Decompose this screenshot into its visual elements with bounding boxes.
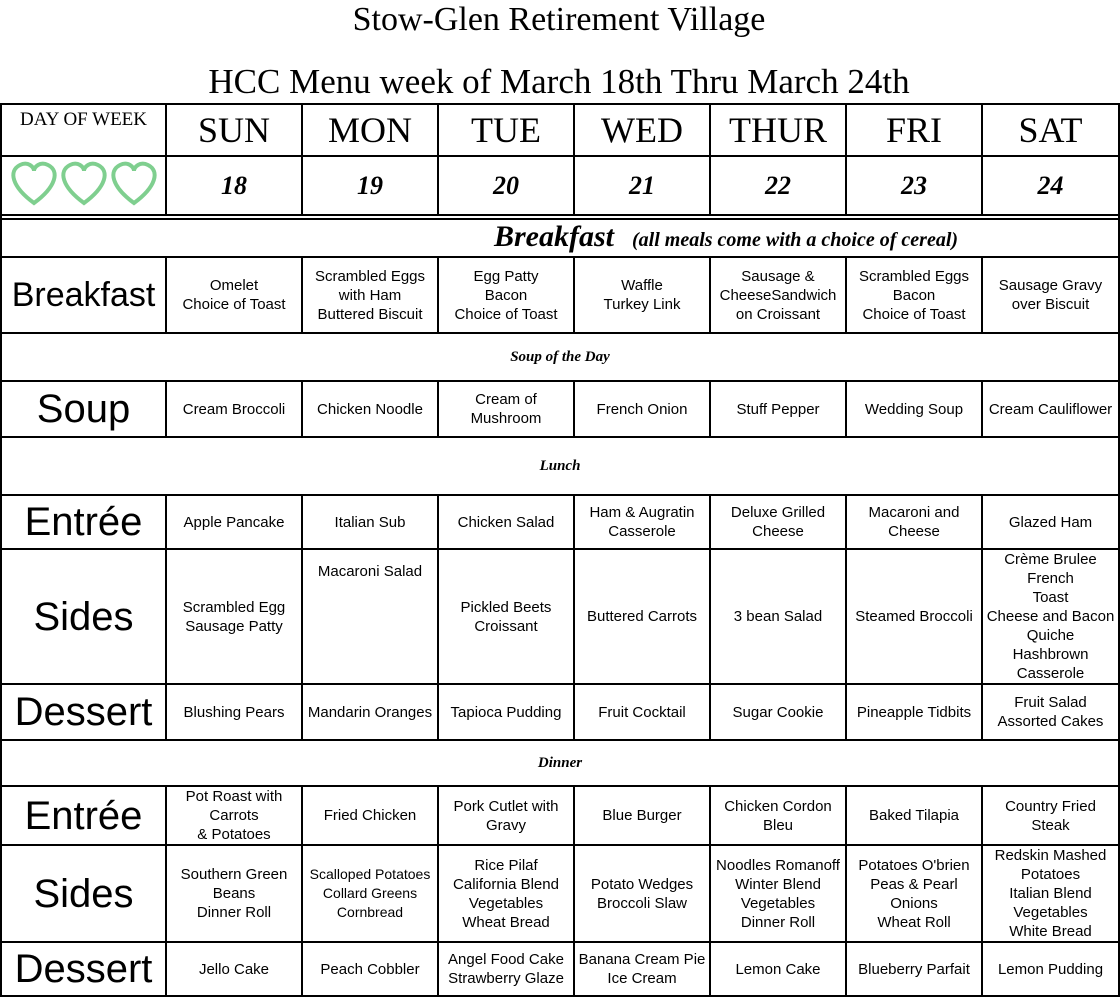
menu-line: Chicken Salad <box>457 513 555 531</box>
menu-cell-mon <box>302 257 438 333</box>
menu-line: Potatoes <box>1020 866 1081 883</box>
menu-line: 3 bean Salad <box>733 608 823 625</box>
menu-cell-sun <box>166 257 302 333</box>
menu-cell-mon <box>302 549 438 684</box>
menu-title: HCC Menu week of March 18th Thru March 24th <box>208 62 910 101</box>
menu-line: Macaroni Salad <box>317 563 423 580</box>
menu-line: Glazed Ham <box>1008 513 1093 531</box>
menu-line: CheeseSandwich <box>719 286 837 304</box>
menu-cell-thur: Stuff Pepper <box>710 381 846 437</box>
menu-line: Buttered Biscuit <box>317 305 423 323</box>
menu-line: Choice of Toast <box>454 305 558 323</box>
breakfast-row <box>1 257 1119 333</box>
menu-line: Cheese <box>888 523 940 540</box>
menu-cell-fri <box>846 257 982 333</box>
menu-line: Casserole <box>608 523 676 540</box>
menu-cell-tue <box>438 786 574 845</box>
section-title: Dinner <box>537 754 583 771</box>
menu-line: Pickled Beets <box>460 598 552 616</box>
row-label-sides: Sides <box>1 845 166 942</box>
section-title: Breakfast <box>494 219 614 253</box>
menu-cell-sun <box>166 549 302 684</box>
menu-cell-mon <box>302 495 438 549</box>
menu-line: Sugar Cookie <box>732 703 824 721</box>
menu-cell-tue: Cream of Mushroom <box>438 381 574 437</box>
menu-line: Mandarin Oranges <box>307 703 433 721</box>
day-name-mon: MON <box>302 104 438 156</box>
day-name-sat: SAT <box>982 104 1119 156</box>
day-name-fri: FRI <box>846 104 982 156</box>
menu-line: Sausage & <box>741 267 815 285</box>
menu-line: Waffle <box>621 277 663 294</box>
menu-cell-thur <box>710 684 846 740</box>
menu-line: Blushing Pears <box>183 703 285 721</box>
menu-cell-fri <box>846 684 982 740</box>
row-label-sides: Sides <box>1 549 166 684</box>
menu-line: over Biscuit <box>1011 296 1090 313</box>
menu-cell-tue <box>438 684 574 740</box>
menu-cell-tue <box>438 549 574 684</box>
date-21: 21 <box>574 156 710 215</box>
menu-line: Cheese and Bacon Quiche <box>986 608 1115 644</box>
menu-cell-fri: Wedding Soup <box>846 381 982 437</box>
menu-line: Dinner Roll <box>740 913 816 931</box>
menu-line: Blue Burger <box>602 807 682 824</box>
menu-line: Sausage Patty <box>185 617 283 635</box>
section-header-lunch <box>1 437 1119 495</box>
logo-cell <box>1 156 166 215</box>
menu-line: Strawberry Glaze <box>448 970 564 987</box>
menu-line: Steamed Broccoli <box>855 608 973 625</box>
day-name-wed: WED <box>574 104 710 156</box>
menu-line: Cheese <box>752 523 804 540</box>
date-20: 20 <box>438 156 574 215</box>
day-of-week-label: DAY OF WEEK <box>19 109 148 130</box>
menu-line: Bleu <box>762 816 794 834</box>
menu-line: Macaroni and <box>868 504 960 521</box>
menu-cell-wed <box>574 549 710 684</box>
day-name-tue: TUE <box>438 104 574 156</box>
row-label-entree: Entrée <box>1 495 166 549</box>
menu-line: Ice Cream <box>607 970 677 987</box>
menu-cell-mon <box>302 786 438 845</box>
menu-line: Wheat Bread <box>462 913 550 931</box>
date-22: 22 <box>710 156 846 215</box>
menu-line: Cornbread <box>336 904 404 920</box>
menu-line: Pineapple Tidbits <box>856 703 972 721</box>
menu-line: Fruit Cocktail <box>598 703 686 721</box>
date-row <box>1 156 1119 215</box>
menu-cell-sun <box>166 786 302 845</box>
menu-line: Scrambled Eggs <box>858 267 970 285</box>
menu-line: Choice of Toast <box>862 305 966 323</box>
menu-line: White Bread <box>1009 923 1092 940</box>
menu-line: California Blend <box>453 875 559 893</box>
menu-line: Lemon Cake <box>735 960 821 978</box>
row-label-dessert: Dessert <box>1 684 166 740</box>
menu-cell-tue <box>438 942 574 996</box>
day-of-week-label-cell <box>1 104 166 156</box>
section-header-dinner <box>1 740 1119 786</box>
menu-line: Tapioca Pudding <box>450 703 562 721</box>
menu-cell-sun: Cream Broccoli <box>166 381 302 437</box>
date-19: 19 <box>302 156 438 215</box>
menu-line: Buttered Carrots <box>586 608 698 625</box>
lunch-sides-row <box>1 549 1119 684</box>
menu-cell-wed <box>574 257 710 333</box>
menu-cell-sat <box>982 942 1119 996</box>
menu-line: Italian Blend <box>1009 885 1092 902</box>
menu-line: Baked Tilapia <box>868 807 960 824</box>
menu-cell-sun <box>166 942 302 996</box>
menu-line: Potatoes O'brien <box>858 856 970 874</box>
menu-cell-wed: French Onion <box>574 381 710 437</box>
menu-line: Vegetables <box>1013 904 1088 921</box>
menu-line: Italian Sub <box>334 513 406 531</box>
menu-line: Scalloped Potatoes <box>309 866 431 882</box>
menu-line: Chicken Cordon <box>724 797 832 815</box>
menu-cell-fri <box>846 549 982 684</box>
menu-line: Noodles Romanoff <box>716 856 840 874</box>
menu-line: Fried Chicken <box>323 807 417 824</box>
section-title: Lunch <box>539 457 581 474</box>
menu-cell-tue <box>438 257 574 333</box>
menu-cell-thur <box>710 495 846 549</box>
menu-line: Beans <box>212 885 256 902</box>
menu-line: Scrambled Eggs <box>314 267 426 285</box>
menu-line: Blueberry Parfait <box>858 960 970 978</box>
section-breakfast <box>1 219 1119 257</box>
menu-cell-sat <box>982 549 1119 684</box>
menu-line: Potato Wedges <box>590 875 694 893</box>
row-label-entree: Entrée <box>1 786 166 845</box>
menu-cell-sat <box>982 786 1119 845</box>
menu-cell-sat: Cream Cauliflower <box>982 381 1119 437</box>
section-dinner <box>1 740 1119 786</box>
three-hearts-icon <box>6 157 162 209</box>
menu-line: Pot Roast with Carrots <box>185 788 283 824</box>
menu-line: Pork Cutlet with <box>453 797 559 815</box>
menu-cell-mon <box>302 845 438 942</box>
soup-row <box>1 381 1119 437</box>
menu-line: Bacon <box>484 286 528 304</box>
menu-line: Country Fried <box>1005 797 1096 815</box>
menu-line: Redskin Mashed <box>994 847 1107 864</box>
menu-cell-mon <box>302 942 438 996</box>
menu-cell-sun <box>166 495 302 549</box>
menu-cell-mon <box>302 684 438 740</box>
dinner-entree-row <box>1 786 1119 845</box>
menu-cell-tue <box>438 845 574 942</box>
menu-line: Crème Brulee French <box>1004 551 1097 587</box>
menu-cell-thur <box>710 942 846 996</box>
menu-cell-tue <box>438 495 574 549</box>
date-23: 23 <box>846 156 982 215</box>
dinner-dessert-row <box>1 942 1119 996</box>
dinner-sides-row <box>1 845 1119 942</box>
menu-line: Jello Cake <box>198 960 270 978</box>
day-row <box>1 104 1119 156</box>
menu-cell-thur <box>710 786 846 845</box>
menu-line: Ham & Augratin <box>589 504 695 521</box>
menu-line: Vegetables <box>468 894 544 912</box>
menu-cell-fri <box>846 786 982 845</box>
menu-cell-wed <box>574 495 710 549</box>
menu-cell-thur <box>710 845 846 942</box>
menu-cell-wed <box>574 684 710 740</box>
day-name-thur: THUR <box>710 104 846 156</box>
menu-line: Bacon <box>892 286 936 304</box>
menu-cell-fri <box>846 495 982 549</box>
menu-line: Steak <box>1031 816 1070 834</box>
menu-cell-fri <box>846 845 982 942</box>
menu-cell-thur <box>710 257 846 333</box>
menu-cell-sat <box>982 495 1119 549</box>
menu-line: Vegetables <box>740 894 816 912</box>
menu-line: Fruit Salad <box>1014 694 1087 711</box>
menu-cell-sat <box>982 845 1119 942</box>
menu-cell-mon: Chicken Noodle <box>302 381 438 437</box>
facility-title: Stow-Glen Retirement Village <box>352 1 766 38</box>
day-name-sun: SUN <box>166 104 302 156</box>
menu-cell-wed <box>574 845 710 942</box>
menu-line: Angel Food Cake <box>448 951 564 968</box>
menu-line: Peach Cobbler <box>320 960 420 978</box>
menu-line: Wheat Roll <box>877 913 951 931</box>
menu-cell-sun <box>166 684 302 740</box>
menu-cell-wed <box>574 786 710 845</box>
breakfast-note: (all meals come with a choice of cereal) <box>632 228 959 251</box>
date-18: 18 <box>166 156 302 215</box>
menu-cell-thur <box>710 549 846 684</box>
row-label-dessert: Dessert <box>1 942 166 996</box>
menu-line: Hashbrown Casserole <box>1012 646 1089 682</box>
date-24: 24 <box>982 156 1119 215</box>
menu-line: Croissant <box>474 617 538 635</box>
menu-line: Apple Pancake <box>183 513 285 531</box>
menu-line: with Ham <box>338 286 402 304</box>
menu-line: on Croissant <box>735 305 821 323</box>
menu-line: Collard Greens <box>322 885 418 901</box>
menu-line: Banana Cream Pie <box>578 951 706 968</box>
menu-line: Broccoli Slaw <box>596 894 688 912</box>
menu-line: Assorted Cakes <box>997 713 1104 730</box>
menu-line: Winter Blend <box>735 875 821 893</box>
menu-line: Scrambled Egg <box>182 598 286 616</box>
lunch-entree-row <box>1 495 1119 549</box>
menu-line: Dinner Roll <box>196 904 272 921</box>
menu-line: & Potatoes <box>197 826 271 843</box>
menu-line: Sausage Gravy <box>998 277 1103 294</box>
menu-line: Southern Green <box>180 866 288 883</box>
menu-line: Omelet <box>209 277 259 294</box>
menu-line: Peas & Pearl <box>870 875 958 893</box>
menu-table <box>0 103 1120 997</box>
menu-line: Turkey Link <box>603 296 681 313</box>
menu-line: Choice of Toast <box>182 296 286 313</box>
section-title: Soup of the Day <box>510 348 610 365</box>
lunch-dessert-row <box>1 684 1119 740</box>
menu-line: Gravy <box>485 816 526 834</box>
menu-line: Rice Pilaf <box>474 856 538 874</box>
section-soup <box>1 333 1119 381</box>
menu-line: Lemon Pudding <box>997 960 1104 978</box>
row-label-soup: Soup <box>1 381 166 437</box>
menu-cell-sat <box>982 257 1119 333</box>
row-label-breakfast: Breakfast <box>1 257 166 333</box>
menu-line: Deluxe Grilled <box>730 504 826 521</box>
menu-line: Onions <box>890 894 938 912</box>
section-header-soup <box>1 333 1119 381</box>
menu-line: Toast <box>1032 589 1069 606</box>
menu-line: Egg Patty <box>473 267 539 285</box>
menu-cell-sat <box>982 684 1119 740</box>
menu-cell-fri <box>846 942 982 996</box>
section-header-breakfast <box>1 219 1119 257</box>
menu-cell-sun <box>166 845 302 942</box>
menu-cell-wed <box>574 942 710 996</box>
section-lunch <box>1 437 1119 495</box>
